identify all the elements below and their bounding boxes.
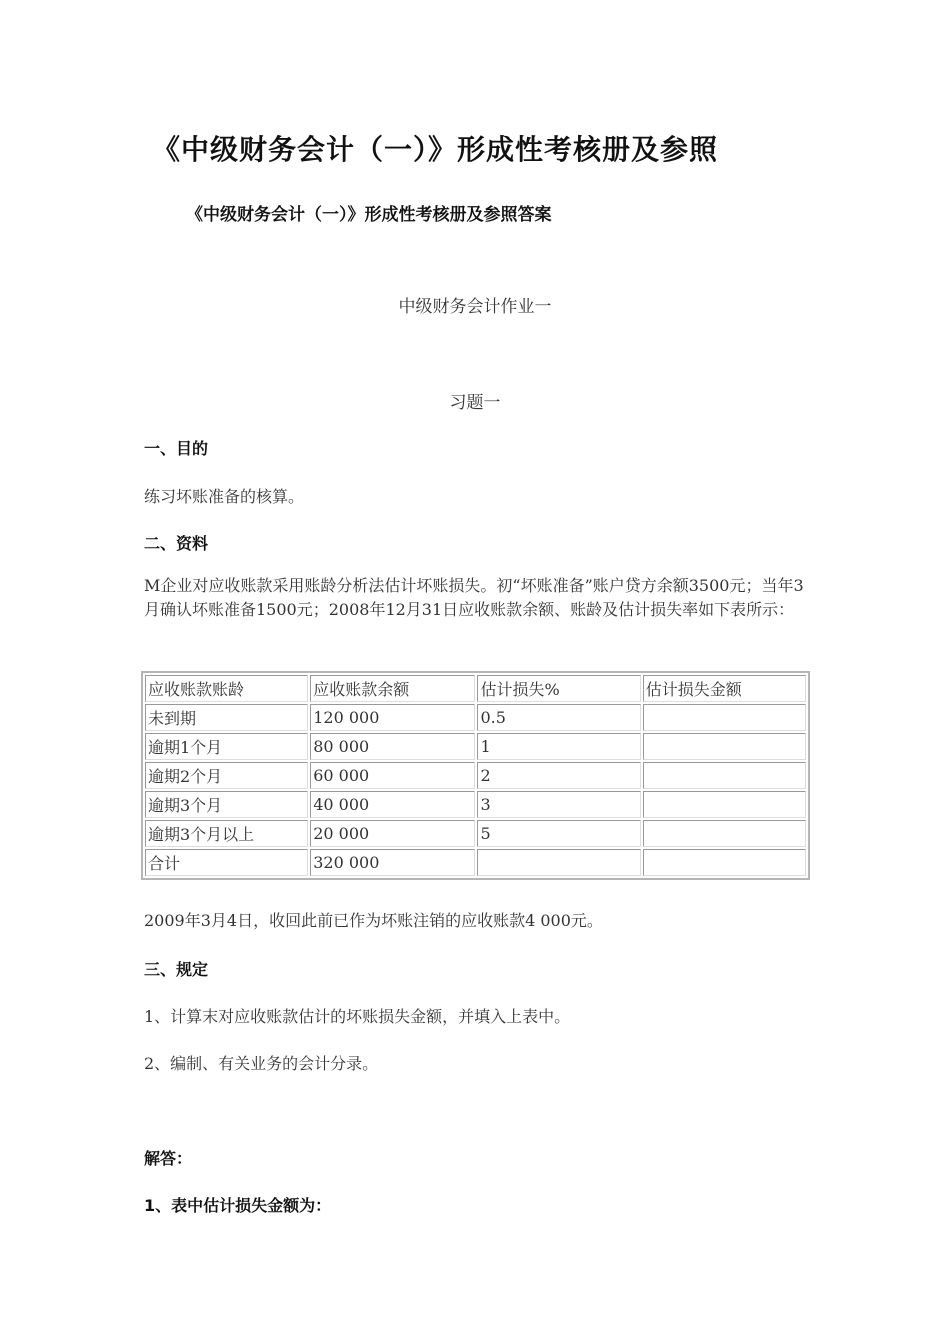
table-row xyxy=(145,704,806,731)
section-purpose-heading: 一、目的 xyxy=(144,439,209,458)
table-cell: 5 xyxy=(477,820,640,847)
table-cell: 逾期2个月 xyxy=(145,762,308,789)
section-materials-text: M企业对应收账款采用账龄分析法估计坏账损失。初“坏账准备”账户贷方余额3500元；当年3月确认坏账准备1500元；2008年12月31日应收账款余额、账龄及估计损失率如下表所示： xyxy=(144,576,804,619)
rule-2-text: 2、编制、有关业务的会计分录。 xyxy=(144,1054,379,1073)
table-cell xyxy=(643,704,806,731)
table-row xyxy=(145,762,806,789)
table-cell: 3 xyxy=(477,791,640,818)
assignment-heading: 中级财务会计作业一 xyxy=(398,297,552,317)
table-cell: 60 000 xyxy=(310,762,475,789)
document-subtitle: 《中级财务会计（一）》形成性考核册及参照答案 xyxy=(186,205,552,225)
section-purpose-text: 练习坏账准备的核算。 xyxy=(144,487,305,506)
table-cell: 逾期3个月以上 xyxy=(145,820,308,847)
table-cell: 20 000 xyxy=(310,820,475,847)
table-cell: 0.5 xyxy=(477,704,640,731)
table-cell: 40 000 xyxy=(310,791,475,818)
rule-1-text: 1、计算末对应收账款估计的坏账损失金额，并填入上表中。 xyxy=(144,1007,571,1026)
table-cell: 未到期 xyxy=(145,704,308,731)
table-row xyxy=(145,820,806,847)
table-cell xyxy=(643,849,806,876)
table-row xyxy=(145,733,806,760)
table-cell xyxy=(643,733,806,760)
table-cell xyxy=(477,849,640,876)
table-header-cell: 估计损失金额 xyxy=(643,675,806,702)
table-cell xyxy=(643,762,806,789)
table-header-cell: 应收账款余额 xyxy=(310,675,475,702)
table-cell: 120 000 xyxy=(310,704,475,731)
table-header-cell: 估计损失% xyxy=(477,675,640,702)
table-cell xyxy=(643,791,806,818)
table-cell xyxy=(643,820,806,847)
table-cell: 80 000 xyxy=(310,733,475,760)
table-cell: 320 000 xyxy=(310,849,475,876)
table-header-row xyxy=(145,675,806,702)
exercise-heading: 习题一 xyxy=(449,393,501,413)
table-cell: 逾期1个月 xyxy=(145,733,308,760)
table-row xyxy=(145,791,806,818)
table-header-cell: 应收账款账龄 xyxy=(145,675,308,702)
answer-1-heading: 1、表中估计损失金额为： xyxy=(144,1196,332,1215)
section-materials-heading: 二、资料 xyxy=(144,534,209,553)
section-rules-heading: 三、规定 xyxy=(144,960,209,979)
recovery-text: 2009年3月4日，收回此前已作为坏账注销的应收账款4 000元。 xyxy=(144,911,603,930)
table-cell: 合计 xyxy=(145,849,308,876)
table-row xyxy=(145,849,806,876)
table-cell: 逾期3个月 xyxy=(145,791,308,818)
table-cell: 1 xyxy=(477,733,640,760)
answer-heading: 解答： xyxy=(144,1149,193,1168)
document-title: 《中级财务会计（一）》形成性考核册及参照 xyxy=(152,133,719,166)
aging-table xyxy=(141,671,810,880)
table-cell: 2 xyxy=(477,762,640,789)
